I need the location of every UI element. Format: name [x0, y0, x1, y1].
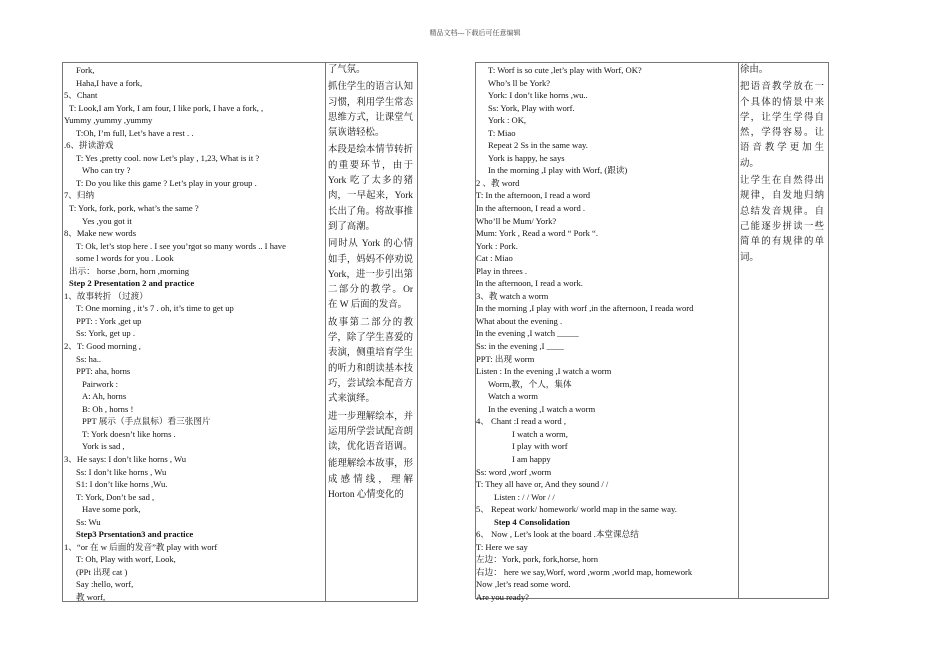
lesson-line: (PPt 出现 cat )	[76, 566, 128, 577]
lesson-line: York: I don’t like horns ,wu..	[488, 90, 588, 101]
step-heading: Step 2 Presentation 2 and practice	[69, 278, 195, 289]
design-note: 能理解绘本故事，形成感情线，理解 Horton 心情变化的	[328, 459, 413, 501]
lesson-line: Yummy ,yummy ,yummy	[64, 115, 153, 126]
lesson-line: 6、 Now , Let’s look at the board .本堂课总结	[476, 529, 639, 540]
lesson-line: PPT: : York ,get up	[76, 315, 142, 326]
lesson-line: Fork,	[76, 65, 95, 75]
lesson-line: 教 worf,	[76, 591, 106, 602]
lesson-line: Repeat 2 Ss in the same way.	[488, 140, 588, 151]
lesson-line: T: Yes ,pretty cool. now Let’s play , 1,23, What is it ?	[76, 152, 260, 163]
lesson-line: Listen : / / Wor / /	[494, 491, 555, 502]
design-note: 抓住学生的语言认知习惯，利用学生常态思维方式，让课堂气氛诙谐轻松。	[328, 82, 413, 139]
right-lesson-table	[475, 62, 829, 602]
lesson-line: In the evening ,I watch _____	[476, 328, 579, 339]
page-header: 精品文档---下载后可任意编辑	[429, 29, 521, 37]
lesson-line: PPT: 出现 worm	[476, 353, 535, 364]
left-lesson-steps	[64, 64, 323, 604]
lesson-line: 5、 Repeat work/ homework/ world map in the same way.	[476, 504, 677, 515]
lesson-line: Cat : Miao	[476, 253, 513, 264]
lesson-line: York : OK,	[488, 115, 527, 126]
lesson-line: Ss: York, Play with worf.	[488, 102, 575, 113]
lesson-line: Now ,let’s read some word.	[476, 579, 571, 590]
design-note: 把语音教学放在一个具体的情景中来学，让学生学得自然，学得容易。让语音教学更加生动。	[740, 82, 824, 169]
design-note: 徐由。	[740, 65, 769, 75]
design-note: 本段是绘本情节转折的重要环节，由于 York 吃了太多的猪肉，一早起来，York 长出了角。将故事推到了高潮。	[328, 145, 413, 232]
lesson-line: Mum: York , Read a word “ Pork “.	[476, 228, 598, 239]
lesson-line: I am happy	[512, 453, 551, 464]
lesson-line: T: Look,I am York, I am four, I like pork, I have a fork, ,	[69, 102, 264, 113]
lesson-line: Are you ready?	[476, 591, 529, 602]
lesson-line: Watch a worm	[488, 391, 538, 402]
left-lesson-table	[62, 62, 418, 602]
lesson-line: 2 、教 word	[476, 177, 520, 188]
lesson-line: T: Do you like this game ? Let’s play in your group .	[76, 177, 257, 188]
lesson-line: York : Pork.	[476, 240, 518, 251]
lesson-line: T: They all have or, And they sound / /	[476, 479, 609, 490]
design-note: 进一步理解绘本，并运用所学尝试配音朗读，优化语音语调。	[328, 411, 413, 453]
lesson-line: T: York, fork, pork, what’s the same ?	[69, 203, 199, 214]
lesson-line: Ss: Wu	[76, 516, 101, 527]
right-design-notes	[740, 63, 824, 268]
lesson-line: I play with worf	[512, 441, 568, 452]
step-heading: Step 4 Consolidation	[494, 516, 570, 527]
lesson-line: S1: I don’t like horns ,Wu.	[76, 479, 168, 490]
lesson-line: Haha,I have a fork,	[76, 77, 143, 88]
lesson-line: Who’ll be Mum/ York?	[476, 215, 557, 226]
lesson-line: 左边：York, pork, fork,horse, horn	[476, 554, 599, 565]
lesson-line: T: Ok, let’s stop here . I see you’rgot so many words .. I have	[76, 240, 286, 251]
lesson-line: Worm,教，个人，集体	[488, 378, 572, 389]
lesson-line: Play in threes .	[476, 265, 528, 276]
lesson-line: What about the evening .	[476, 315, 563, 326]
lesson-line: 3、He says: I don’t like horns , Wu	[64, 453, 187, 464]
design-note: 故事第二部分的教学，除了学生喜爱的表演，侧重培育学生的听力和朗读基本技巧，尝试绘本配音方式来演绎。	[328, 317, 413, 405]
lesson-line: Pairwork :	[82, 378, 119, 389]
lesson-line: In the afternoon, I read a work.	[476, 278, 583, 289]
lesson-line: 5、Chant	[64, 90, 98, 101]
lesson-line: Say :hello, worf,	[76, 579, 134, 590]
lesson-line: 8、Make new words	[64, 228, 137, 239]
lesson-line: A: Ah, horns	[82, 391, 127, 402]
lesson-line: In the morning ,I play with worf ,in the afternoon, I reada word	[476, 303, 694, 314]
lesson-line: 4、 Chant :I read a word ,	[476, 416, 566, 427]
lesson-line: Ss: I don’t like horns , Wu	[76, 466, 167, 477]
lesson-line: T: Miao	[488, 127, 516, 138]
lesson-line: T: York doesn’t like horns .	[82, 428, 176, 439]
lesson-line: T:Oh, I’m full, Let’s have a rest . .	[76, 127, 194, 138]
lesson-line: T: Worf is so cute ,let’s play with Worf, OK?	[488, 65, 642, 75]
design-note: 让学生在自然得出规律，自发地归纳总结发音规律。自己能逐步拼读一些简单的有规律的单词。	[740, 176, 824, 263]
left-column-divider	[325, 63, 326, 601]
lesson-line: B: Oh , horns !	[82, 403, 134, 414]
lesson-line: .6、拼读游戏	[64, 140, 114, 151]
lesson-line: Ss: ha..	[76, 353, 102, 364]
lesson-line: 2、T: Good morning ,	[64, 341, 141, 352]
lesson-line: Who can try ?	[82, 165, 131, 176]
lesson-line: York is sad ,	[82, 441, 125, 452]
design-note: 同时从 York 的心情如手，妈妈不停劝说 York，进一步引出第二部分的教学。Or 在 W 后面的发音。	[328, 239, 413, 311]
lesson-line: T: Oh, Play with worf, Look,	[76, 554, 176, 565]
step-heading: Step3 Prsentation3 and practice	[76, 529, 194, 540]
lesson-line: Ss: word ,worf ,worm	[476, 466, 552, 477]
lesson-line: Yes ,you got it	[82, 215, 132, 226]
lesson-line: In the morning ,I play with Worf, (跟读)	[488, 165, 628, 176]
right-lesson-steps	[476, 64, 736, 604]
lesson-line: 右边： here we say,Worf, word ,worm ,world map, homework	[476, 566, 693, 577]
lesson-line: T: Here we say	[476, 541, 528, 552]
lesson-line: In the afternoon, I read a word .	[476, 203, 586, 214]
lesson-line: 3、教 watch a worm	[476, 290, 549, 301]
lesson-line: I watch a worm,	[512, 428, 568, 439]
lesson-line: T: One morning , it’s 7 . oh, it’s time to get up	[76, 303, 234, 314]
right-column-divider	[738, 63, 739, 598]
lesson-line: Ss: in the evening ,I ____	[476, 341, 564, 352]
lesson-line: In the evening ,I watch a worm	[488, 403, 596, 414]
lesson-line: 1、“or 在 w 后面的发音”教 play with worf	[64, 541, 218, 552]
lesson-line: 1、故事转折 （过渡）	[64, 290, 148, 301]
lesson-line: Ss: York, get up .	[76, 328, 135, 339]
lesson-line: Have some pork,	[82, 504, 141, 515]
lesson-line: 7、归纳	[64, 190, 95, 201]
lesson-line: PPT 展示（手点鼠标）看三张图片	[82, 416, 211, 427]
design-note: 了气氛。	[328, 65, 366, 75]
left-design-notes	[328, 63, 413, 505]
lesson-line: Who’s ll be York?	[488, 77, 551, 88]
lesson-line: 出示： horse ,born, horn ,morning	[69, 265, 190, 276]
lesson-line: Listen : In the evening ,I watch a worm	[476, 366, 612, 377]
lesson-line: T: York, Don’t be sad ,	[76, 491, 155, 502]
lesson-line: some l words for you . Look	[76, 253, 174, 264]
lesson-line: PPT: aha, horns	[76, 366, 131, 377]
lesson-line: York is happy, he says	[488, 152, 565, 163]
lesson-line: T: In the afternoon, I read a word	[476, 190, 591, 201]
